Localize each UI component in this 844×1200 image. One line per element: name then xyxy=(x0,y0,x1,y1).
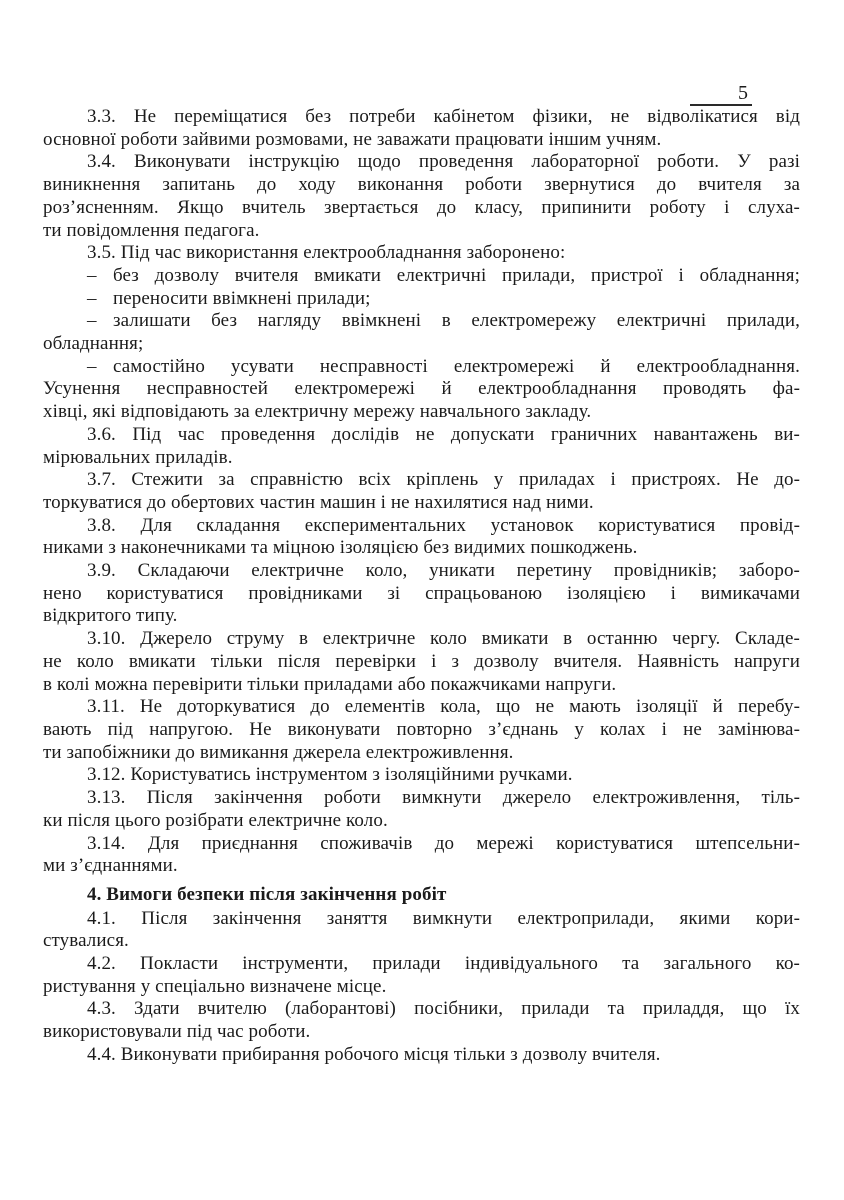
text-line: 3.5. Під час використання електрообладнання заборонено: xyxy=(87,242,566,264)
text-line: 4.4. Виконувати прибирання робочого місця тільки з дозволу вчителя. xyxy=(87,1043,661,1065)
text-line: нено користуватися провідниками зі спрацьованою ізоляцією і вимикачами xyxy=(43,582,800,604)
text-line xyxy=(43,356,800,379)
paragraph xyxy=(43,106,800,151)
text-line: 4.3. Здати вчителю (лаборантові) посібники, прилади та приладдя, що їх xyxy=(87,998,800,1020)
text-line: основної роботи зайвими розмовами, не заважати працювати іншим учням. xyxy=(43,128,662,150)
text-line-content: самостійно усувати несправності електромережі й електрообладнання. xyxy=(113,355,800,377)
text-line: відкритого типу. xyxy=(43,605,178,627)
text-line-content: залишати без нагляду ввімкнені в електромережу електричні прилади, xyxy=(113,310,800,332)
text-line: 3.3. Не переміщатися без потреби кабінетом фізики, не відволікатися від xyxy=(87,106,800,127)
text-line: 3.8. Для складання експериментальних установок користуватися провід- xyxy=(87,514,800,536)
heading-line: 4. Вимоги безпеки після закінчення робіт xyxy=(87,883,447,905)
bullet-dash: – xyxy=(87,310,97,332)
text-line: 4.1. Після закінчення заняття вимкнути електроприлади, якими кори- xyxy=(87,907,800,929)
text-line: 3.4. Виконувати інструкцію щодо проведення лабораторної роботи. У разі xyxy=(87,151,800,173)
text-line xyxy=(43,288,800,311)
text-line: використовували під час роботи. xyxy=(43,1021,311,1043)
paragraph xyxy=(43,908,800,953)
paragraph xyxy=(43,628,800,696)
text-line: 3.6. Під час проведення дослідів не допускати граничних навантажень ви- xyxy=(87,423,800,445)
text-line xyxy=(43,310,800,333)
section-heading xyxy=(43,884,800,907)
paragraph xyxy=(43,515,800,560)
text-line: торкуватися до обертових частин машин і не нахилятися над ними. xyxy=(43,491,594,513)
paragraph xyxy=(43,833,800,878)
paragraph xyxy=(43,953,800,998)
text-line: никами з наконечниками та міцною ізоляцією без видимих пошкоджень. xyxy=(43,537,638,559)
paragraph xyxy=(43,469,800,514)
text-line: не коло вмикати тільки після перевірки і з дозволу вчителя. Наявність напруги xyxy=(43,650,800,672)
text-line: хівці, які відповідають за електричну мережу навчального закладу. xyxy=(43,401,592,423)
text-line: ми з’єднаннями. xyxy=(43,855,178,877)
paragraph xyxy=(43,998,800,1043)
text-line: стувалися. xyxy=(43,930,129,952)
text-line: 3.7. Стежити за справністю всіх кріплень у приладах і пристроях. Не до- xyxy=(87,469,800,491)
paragraph xyxy=(43,787,800,832)
paragraph xyxy=(43,560,800,628)
bullet-dash: – xyxy=(87,264,97,286)
paragraph xyxy=(43,696,800,764)
text-line: Усунення несправностей електромережі й електрообладнання проводять фа- xyxy=(43,378,800,400)
paragraph xyxy=(43,242,800,265)
paragraph xyxy=(43,356,800,424)
text-line: 3.10. Джерело струму в електричне коло вмикати в останню чергу. Складе- xyxy=(87,628,800,650)
text-line: 3.14. Для приєднання споживачів до мережі користуватися штепсельни- xyxy=(87,832,800,854)
text-line: ти запобіжники до вимикання джерела електроживлення. xyxy=(43,741,514,763)
paragraph xyxy=(43,424,800,469)
paragraph xyxy=(43,310,800,355)
text-line: 3.9. Складаючи електричне коло, уникати перетину провідників; заборо- xyxy=(87,560,800,582)
text-line: 4.2. Покласти інструменти, прилади індивідуального та загального ко- xyxy=(87,953,800,975)
text-line: ти повідомлення педагога. xyxy=(43,219,260,241)
text-line-content: без дозволу вчителя вмикати електричні прилади, пристрої і обладнання; xyxy=(113,264,800,286)
text-line: вають під напругою. Не виконувати повторно з’єднань у колах і не замінюва- xyxy=(43,718,800,740)
bullet-dash: – xyxy=(87,355,97,377)
text-line: ристування у спеціально визначене місце. xyxy=(43,975,387,997)
paragraph xyxy=(43,764,800,787)
page-number: 5 xyxy=(738,82,748,104)
text-line xyxy=(43,265,800,288)
paragraph xyxy=(43,288,800,311)
text-line: в колі можна перевірити тільки приладами або покажчиками напруги. xyxy=(43,673,617,695)
text-line-content: переносити ввімкнені прилади; xyxy=(113,287,371,309)
text-line: 3.12. Користуватись інструментом з ізоляційними ручками. xyxy=(87,764,573,786)
text-line: мірювальних приладів. xyxy=(43,446,233,468)
text-line: роз’ясненням. Якщо вчитель звертається до класу, припинити роботу і слуха- xyxy=(43,196,800,218)
text-line: виникнення запитань до ходу виконання роботи звернутися до вчителя за xyxy=(43,174,800,196)
paragraph xyxy=(43,1044,800,1067)
text-line: 3.11. Не доторкуватися до елементів кола, що не мають ізоляції й перебу- xyxy=(87,696,800,718)
bullet-dash: – xyxy=(87,287,97,309)
text-line: 3.13. Після закінчення роботи вимкнути джерело електроживлення, тіль- xyxy=(87,787,800,809)
paragraph xyxy=(43,151,800,242)
text-line: ки після цього розібрати електричне коло. xyxy=(43,809,388,831)
text-line: обладнання; xyxy=(43,333,144,355)
page-number-rule xyxy=(690,82,752,106)
paragraph xyxy=(43,265,800,288)
text-column xyxy=(43,106,800,1067)
